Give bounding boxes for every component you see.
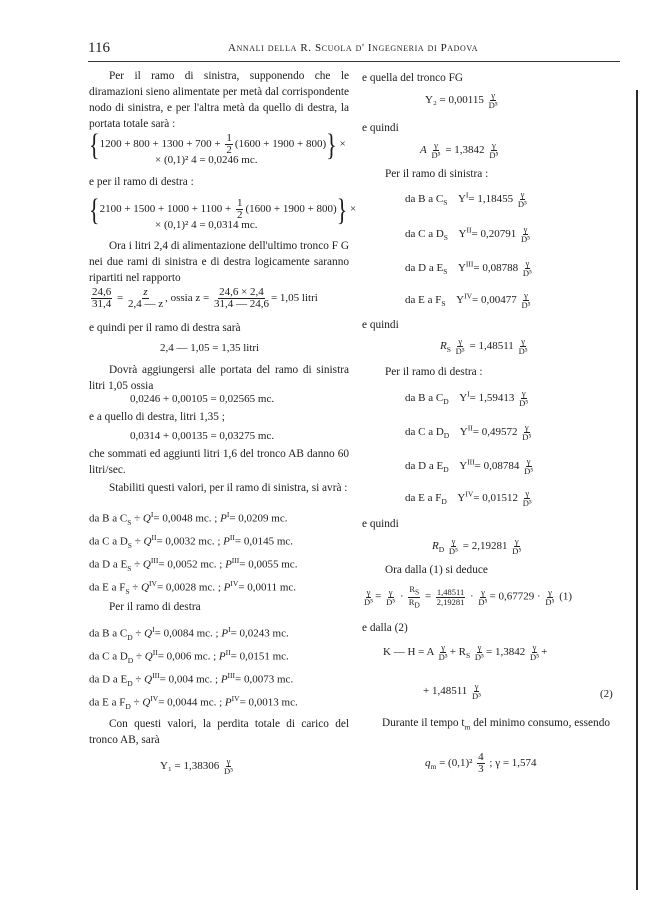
paragraph-block: Stabiliti questi valori, per il ramo di sinistra, si avrà : — [109, 482, 348, 494]
paragraph-block: che sommati ed aggiunti litri 1,6 del tronco AB danno 60 litri/sec. — [89, 448, 349, 476]
y-des-row: da D a $E_D$ $Y^{III}= 0,08784$ $\frac{\gamma}{\text{D⁵}}$ — [405, 456, 534, 476]
y-sin-row: da E a $F_S$ $Y^{IV}= 0,00477$ $\frac{\gamma}{\text{D⁵}}$ — [405, 290, 531, 310]
paragraph: Per il ramo di destra : — [385, 366, 483, 378]
equation-left-total: {1200 + 800 + 1300 + 700 + $\frac{1}{2}$ (1600 + 1900 + 800)} × — [89, 126, 346, 162]
y-sin-row: da B a $C_S$ $Y^I= 1,18455$ $\frac{\gamma}{\text{D⁵}}$ — [405, 189, 527, 209]
des-row: da E a $F_D \div Q^{IV}= 0,0044$ mc. ; $P^{IV}= 0,0013$ mc. — [89, 694, 298, 711]
sin-row: da E a $F_S \div Q^{IV}= 0,0028$ mc. ; $P^{IV}= 0,0011$ mc. — [89, 579, 297, 596]
equation-a: A $\frac{\gamma}{\text{D⁵}}$ = 1,3842 $\frac{\gamma}{\text{D⁵}}$ — [420, 140, 499, 160]
paragraph-block: Durante il tempo $t_m$ del minimo consumo, essendo — [382, 717, 610, 732]
equation-right-result: × (0,1)² 4 = 0,0314 mc. — [155, 219, 258, 231]
equation-left-result: × (0,1)² 4 = 0,0246 mc. — [155, 154, 258, 166]
paragraph: Ora dalla (1) si deduce — [385, 564, 488, 576]
y-des-row: da E a $F_D$ $Y^{IV}= 0,01512$ $\frac{\gamma}{\text{D⁵}}$ — [405, 488, 532, 508]
paragraph-block: Con questi valori, la perdita totale di carico del tronco AB, sarà — [89, 718, 349, 746]
paragraph: e quindi — [362, 122, 399, 134]
equation-rs: $R_S$ $\frac{\gamma}{\text{D⁵}}$ = 1,48511 $\frac{\gamma}{\text{D⁵}}$ — [440, 336, 528, 356]
paragraph: e a quello di destra, litri 1,35 ; — [89, 411, 225, 423]
equation-tag: (2) — [600, 688, 613, 700]
sin-row: da B a $C_S \div Q^I= 0,0048$ mc. ; $P^I= 0,0209$ mc. — [89, 510, 288, 527]
sin-row: da C a $D_S \div Q^{II}= 0,0032$ mc. ; $P^{II}= 0,0145$ mc. — [89, 533, 294, 550]
equation: 0,0314 + 0,00135 = 0,03275 mc. — [130, 430, 275, 442]
y-des-row: da C a $D_D$ $Y^{II}= 0,49572$ $\frac{\gamma}{\text{D⁵}}$ — [405, 422, 532, 442]
des-row: da C a $D_D \div Q^{II}= 0,006$ mc. ; $P^{II}= 0,0151$ mc. — [89, 648, 289, 665]
des-row: da B a $C_D \div Q^I= 0,0084$ mc. ; $P^I= 0,0243$ mc. — [89, 625, 289, 642]
equation: 0,0246 + 0,00105 = 0,02565 mc. — [130, 393, 275, 405]
equation-2: K — H = A $\frac{\gamma}{\text{D⁵}}$ + $R_S$ $\frac{\gamma}{\text{D⁵}}$ = 1,3842 $\frac{\gamma}{\text{D⁵}}$ + — [383, 642, 548, 662]
paragraph: e quella del tronco FG — [362, 72, 464, 84]
paragraph: e dalla (2) — [362, 622, 408, 634]
y-des-row: da B a $C_D$ $Y^I= 1,59413$ $\frac{\gamma}{\text{D⁵}}$ — [405, 388, 529, 408]
des-row: da D a $E_D \div Q^{III}= 0,004$ mc. ; $P^{III}= 0,0073$ mc. — [89, 671, 294, 688]
equation-y1: Y₁ = 1,38306 $\frac{\gamma}{\text{D⁵}}$ — [160, 756, 234, 776]
paragraph-block: Dovrà aggiungersi alle portata del ramo di sinistra litri 1,05 ossia — [89, 364, 349, 392]
paragraph: e quindi — [362, 319, 399, 331]
equation-1: $\frac{\gamma}{\text{D⁵}}$ = $\frac{\gamma}{\text{D⁵}}$ · $\frac{R_S}{R_D}$ = $\frac{1,48511}{2,19281}$ · $\frac{\gamma}{\text{D⁵}}$ = 0,67729 · $\frac{\gamma}{\text{D⁵}}$ (1) — [364, 584, 573, 610]
equation-y2: Y₂ = 0,00115 $\frac{\gamma}{\text{D⁵}}$ — [425, 90, 498, 110]
paragraph: e quindi per il ramo di destra sarà — [89, 322, 241, 334]
y-sin-row: da C a $D_S$ $Y^{II}= 0,20791$ $\frac{\gamma}{\text{D⁵}}$ — [405, 224, 531, 244]
equation-2-cont: + 1,48511 $\frac{\gamma}{\text{D⁵}}$ — [423, 681, 482, 701]
equation-rd: $R_D$ $\frac{\gamma}{\text{D⁵}}$ = 2,19281 $\frac{\gamma}{\text{D⁵}}$ — [432, 536, 522, 556]
sin-row: da D a $E_S \div Q^{III}= 0,0052$ mc. ; $P^{III}= 0,0055$ mc. — [89, 556, 298, 573]
paragraph: e quindi — [362, 518, 399, 530]
running-title: Annali della R. Scuola d' Ingegneria di Padova — [228, 42, 479, 54]
paragraph: Per il ramo di destra — [109, 601, 201, 613]
paragraph-block: Ora i litri 2,4 di alimentazione dell'ultimo tronco F G nei due rami di sinistra e di destra logicamente saranno ripartiti nel rapporto — [89, 240, 349, 284]
header-rule — [88, 61, 620, 62]
ratio-equation: $\frac{24,6}{31,4}$ = $\frac{z}{2,4 — z}$ , ossia z = $\frac{24,6 \times 2,4}{31,4 — 24,6}$ = 1,05 litri — [92, 286, 318, 310]
y-sin-row: da D a $E_S$ $Y^{III}= 0,08788$ $\frac{\gamma}{\text{D⁵}}$ — [405, 258, 532, 278]
page-number: 116 — [88, 40, 110, 56]
equation-right-total: {2100 + 1500 + 1000 + 1100 + $\frac{1}{2}$ (1600 + 1900 + 800)} × — [89, 191, 357, 227]
equation-qm: $q_m = (0,1)^2$ $\frac{4}{3}$ ; γ = 1,574 — [425, 751, 537, 775]
paragraph: e per il ramo di destra : — [89, 176, 194, 188]
left-column — [89, 68, 349, 132]
paragraph: Per il ramo di sinistra, supponendo che le diramazioni sieno alimentate per metà dal corrispondente nodo di sinistra, e per l'altra metà da quello di destra, la portata totale sarà : — [89, 70, 349, 130]
page-edge-line — [636, 90, 638, 890]
page-header — [88, 40, 620, 62]
paragraph: Per il ramo di sinistra : — [385, 168, 489, 180]
equation: 2,4 — 1,05 = 1,35 litri — [160, 342, 260, 354]
